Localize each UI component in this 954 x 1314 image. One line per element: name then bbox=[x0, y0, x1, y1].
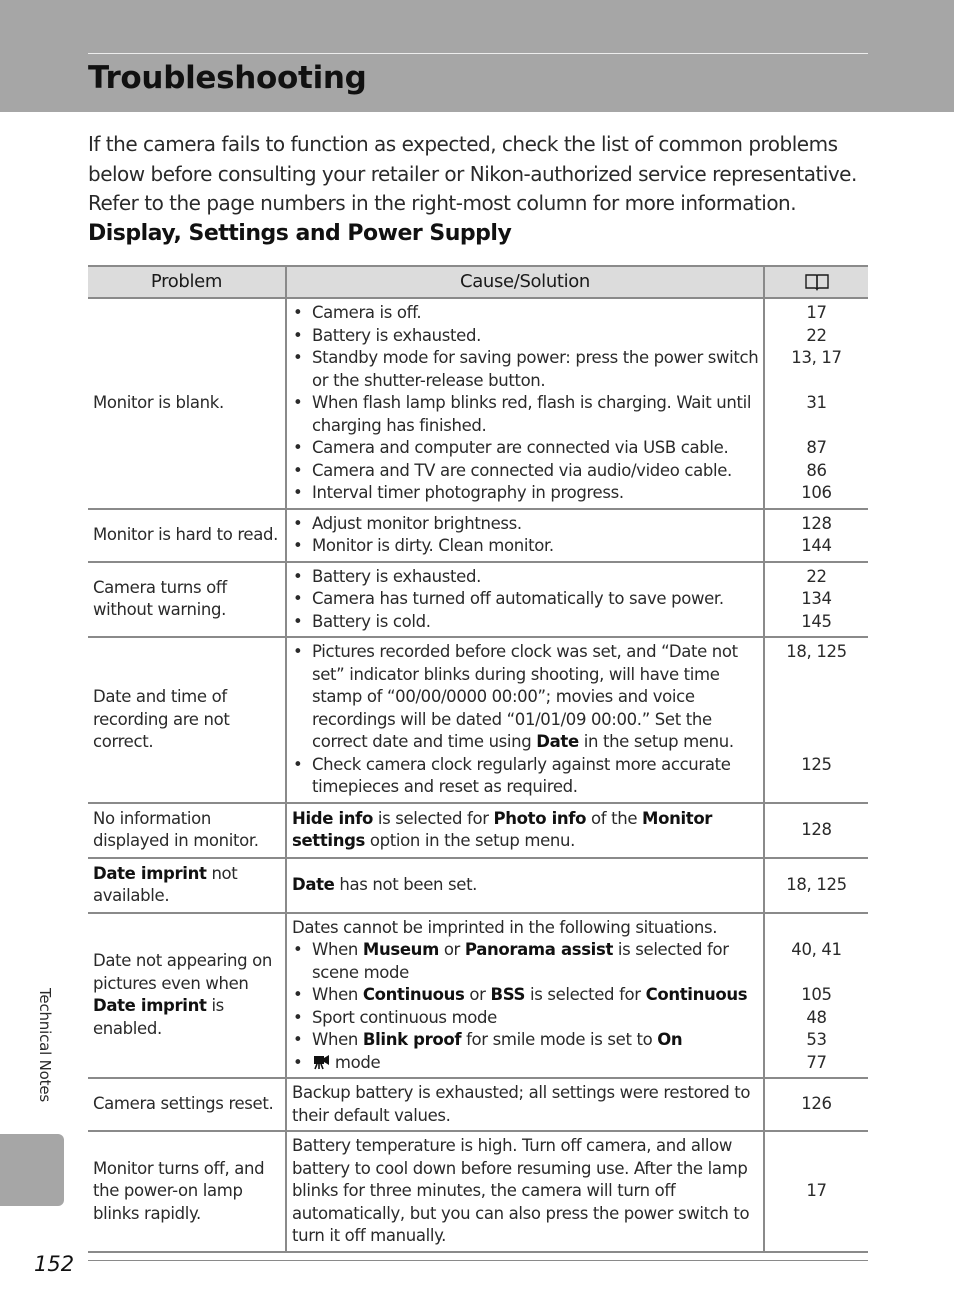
solution-text: option in the setup menu. bbox=[365, 831, 575, 850]
problem-cell: Camera settings reset. bbox=[88, 1078, 286, 1131]
solution-bold: Panorama assist bbox=[464, 940, 613, 959]
solution-cell bbox=[286, 858, 764, 913]
problem-text: not available. bbox=[93, 863, 238, 905]
pages-cell bbox=[764, 637, 868, 803]
problem-line: Camera turns off bbox=[93, 577, 227, 597]
page-ref: 17 bbox=[806, 303, 827, 322]
page-ref: 18, 125 bbox=[786, 642, 847, 661]
problem-line: Monitor turns off, and bbox=[93, 1158, 265, 1178]
page-spacer bbox=[765, 917, 868, 940]
solution-item: • Camera is off. bbox=[292, 302, 759, 325]
header-rule bbox=[88, 53, 868, 54]
movie-icon bbox=[312, 1054, 330, 1070]
table-row bbox=[88, 1078, 868, 1131]
page-ref: 134 bbox=[801, 589, 832, 608]
page-ref: 31 bbox=[806, 393, 827, 412]
solution-item: • Battery is cold. bbox=[292, 611, 759, 634]
section-side-tab bbox=[0, 1134, 64, 1206]
solution-bold: Continuous bbox=[362, 985, 465, 1004]
problem-bold: Date imprint bbox=[93, 863, 207, 883]
solution-bold: Date bbox=[292, 874, 335, 894]
page-ref: 128 bbox=[801, 513, 832, 533]
solution-text: of the bbox=[586, 808, 643, 828]
table-row bbox=[88, 803, 868, 858]
solution-item: • Sport continuous mode bbox=[292, 1007, 759, 1030]
problem-line: Date and time of bbox=[93, 687, 227, 706]
solution-item: • Camera has turned off automatically to save power. bbox=[292, 588, 759, 611]
problem-line: correct. bbox=[93, 732, 154, 751]
solution-item bbox=[292, 1052, 759, 1075]
problem-line: Date not appearing on bbox=[93, 951, 273, 971]
problem-line: without warning. bbox=[93, 600, 226, 620]
problem-cell bbox=[88, 637, 286, 803]
solution-lead: Dates cannot be imprinted in the following situations. bbox=[292, 917, 718, 937]
solution-text: When bbox=[312, 940, 363, 959]
problem-line: pictures even when bbox=[93, 973, 249, 993]
table-row bbox=[88, 913, 868, 1079]
table-header-row bbox=[88, 266, 868, 298]
problem-cell bbox=[88, 1131, 286, 1252]
solution-text: When bbox=[312, 985, 363, 1004]
problem-cell: Monitor is hard to read. bbox=[88, 509, 286, 562]
solution-bold: BSS bbox=[490, 985, 526, 1004]
page-ref: 125 bbox=[801, 754, 832, 774]
pages-cell: 128 bbox=[764, 803, 868, 858]
solution-item: • Battery is exhausted. bbox=[292, 566, 759, 589]
problem-text: is enabled. bbox=[93, 996, 224, 1038]
solution-item: • When flash lamp blinks red, flash is charging. Wait until charging has finished. bbox=[292, 392, 759, 437]
solution-cell bbox=[286, 803, 764, 858]
page-ref: 86 bbox=[806, 460, 827, 480]
solution-cell bbox=[286, 637, 764, 803]
page-ref: 87 bbox=[806, 438, 827, 457]
problem-bold: Date imprint bbox=[93, 996, 207, 1016]
section-side-label: Technical Notes bbox=[36, 988, 54, 1102]
page-spacer bbox=[765, 370, 868, 393]
solution-item: • Adjust monitor brightness. bbox=[292, 513, 759, 536]
table-row bbox=[88, 1131, 868, 1252]
pages-cell bbox=[764, 562, 868, 638]
page-number: 152 bbox=[34, 1252, 75, 1276]
solution-bold: Hide info bbox=[292, 808, 373, 828]
solution-text: for smile mode is set to bbox=[461, 1030, 658, 1049]
solution-item bbox=[292, 641, 759, 754]
solution-item: • Standby mode for saving power: press the power switch or the shutter-release button. bbox=[292, 347, 759, 392]
solution-cell: Battery temperature is high. Turn off camera, and allow battery to cool down before resuming use. After the lamp blinks for three minutes, the camera will turn off automatically, but you can also press the power switch to turn it off manually. bbox=[286, 1131, 764, 1252]
intro-line: Refer to the page numbers in the right-most column for more information. bbox=[88, 191, 797, 215]
solution-item bbox=[292, 984, 759, 1007]
solution-cell: Backup battery is exhausted; all settings were restored to their default values. bbox=[286, 1078, 764, 1131]
page-ref: 22 bbox=[806, 566, 827, 586]
pages-column-header bbox=[764, 266, 868, 298]
solution-text: in the setup menu. bbox=[578, 732, 734, 751]
table-row bbox=[88, 298, 868, 509]
solution-bold: Blink proof bbox=[362, 1030, 462, 1049]
intro-line: below before consulting your retailer or Nikon-authorized service representative. bbox=[88, 161, 857, 186]
solution-text: mode bbox=[330, 1052, 381, 1072]
troubleshooting-table bbox=[88, 265, 868, 1253]
intro-paragraph bbox=[88, 130, 868, 219]
solution-text: is selected for scene mode bbox=[312, 940, 729, 982]
solution-text: is selected for bbox=[372, 808, 494, 828]
solution-column-header: Cause/Solution bbox=[286, 266, 764, 298]
problem-cell bbox=[88, 803, 286, 858]
pages-cell: 126 bbox=[764, 1078, 868, 1131]
solution-cell bbox=[286, 913, 764, 1079]
page-ref: 53 bbox=[806, 1030, 827, 1049]
table-row bbox=[88, 858, 868, 913]
page-ref: 77 bbox=[806, 1052, 827, 1072]
problem-line: displayed in monitor. bbox=[93, 831, 259, 850]
solution-text: Pictures recorded before clock was set, and “Date not set” indicator blinks during shooting, will have time stamp of “00/00/0000 00:00”; movies and voice recordings will be dated “01/01/09 00:00.” Set the correct date and time using bbox=[312, 642, 738, 751]
problem-cell bbox=[88, 562, 286, 638]
solution-text: or bbox=[438, 940, 465, 959]
solution-cell bbox=[286, 509, 764, 562]
page-ref: 105 bbox=[801, 985, 832, 1004]
intro-line: If the camera fails to function as expected, check the list of common problems bbox=[88, 132, 838, 156]
page-ref: 13, 17 bbox=[791, 348, 842, 367]
solution-item: • Camera and TV are connected via audio/video cable. bbox=[292, 460, 759, 483]
solution-text: or bbox=[464, 985, 491, 1004]
page-spacer bbox=[765, 962, 868, 985]
page-ref: 48 bbox=[806, 1007, 827, 1027]
page-spacer bbox=[765, 664, 868, 754]
problem-cell: Monitor is blank. bbox=[88, 298, 286, 509]
solution-item: • Interval timer photography in progress. bbox=[292, 482, 759, 505]
pages-cell bbox=[764, 509, 868, 562]
solution-item: • Monitor is dirty. Clean monitor. bbox=[292, 535, 759, 558]
solution-bold: Museum bbox=[362, 940, 439, 959]
solution-bold: Continuous bbox=[645, 985, 748, 1004]
solution-item: • Battery is exhausted. bbox=[292, 325, 759, 348]
problem-line: the power-on lamp bbox=[93, 1181, 243, 1200]
solution-bold: Monitor settings bbox=[292, 808, 713, 850]
problem-line: recording are not bbox=[93, 709, 230, 729]
page-ref: 145 bbox=[801, 611, 832, 631]
pages-cell: 18, 125 bbox=[764, 858, 868, 913]
table-row bbox=[88, 562, 868, 638]
problem-cell bbox=[88, 858, 286, 913]
page-ref: 40, 41 bbox=[791, 940, 842, 959]
page-ref: 144 bbox=[801, 536, 832, 555]
problem-line: blinks rapidly. bbox=[93, 1203, 201, 1223]
solution-bold: Date bbox=[536, 732, 579, 751]
table-row bbox=[88, 509, 868, 562]
solution-text: is selected for bbox=[525, 985, 646, 1004]
solution-text: When bbox=[312, 1030, 363, 1049]
solution-cell bbox=[286, 562, 764, 638]
solution-bold: Photo info bbox=[493, 808, 587, 828]
solution-cell bbox=[286, 298, 764, 509]
page-title: Troubleshooting bbox=[88, 60, 367, 96]
pages-cell bbox=[764, 913, 868, 1079]
solution-item bbox=[292, 939, 759, 984]
table-row bbox=[88, 637, 868, 803]
problem-column-header: Problem bbox=[88, 266, 286, 298]
pages-cell bbox=[764, 298, 868, 509]
problem-line: No information bbox=[93, 808, 212, 828]
solution-bold: On bbox=[657, 1030, 683, 1049]
footer-rule bbox=[88, 1260, 868, 1261]
page-ref: 106 bbox=[801, 483, 832, 502]
book-icon bbox=[804, 273, 830, 291]
solution-item: • Check camera clock regularly against more accurate timepieces and reset as required. bbox=[292, 754, 759, 799]
problem-cell bbox=[88, 913, 286, 1079]
page-spacer bbox=[765, 415, 868, 438]
solution-item: • Camera and computer are connected via USB cable. bbox=[292, 437, 759, 460]
solution-item bbox=[292, 1029, 759, 1052]
page-ref: 22 bbox=[806, 325, 827, 345]
section-title: Display, Settings and Power Supply bbox=[88, 221, 512, 246]
pages-cell: 17 bbox=[764, 1131, 868, 1252]
solution-text: has not been set. bbox=[334, 874, 478, 894]
